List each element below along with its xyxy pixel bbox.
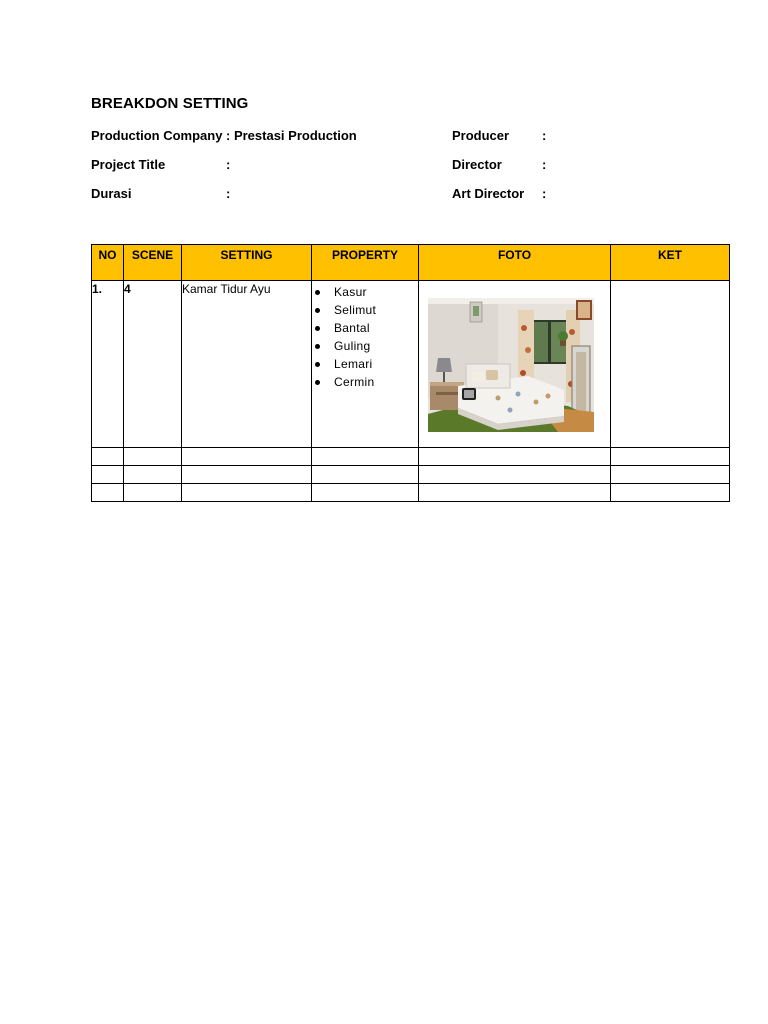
meta-value: : [542,128,547,143]
empty-cell [611,448,730,466]
meta-label: Durasi [91,186,132,201]
property-item: Kasur [334,283,418,301]
meta-durasi [91,186,431,206]
property-item: Lemari [334,355,418,373]
empty-cell [182,466,312,484]
meta-label: Production Company [91,128,223,143]
header-ket: KET [611,245,730,281]
empty-cell [124,466,182,484]
property-item: Cermin [334,373,418,391]
table-row [92,448,730,466]
property-item: Bantal [334,319,418,337]
breakdown-table [91,244,730,502]
header-setting: SETTING [182,245,312,281]
meta-label: Art Director [452,186,525,201]
property-item: Selimut [334,301,418,319]
empty-cell [92,448,124,466]
meta-label: Director [452,157,502,172]
header-property: PROPERTY [312,245,419,281]
empty-cell [611,466,730,484]
cell-setting: Kamar Tidur Ayu [182,281,312,448]
empty-cell [182,484,312,502]
table-row [92,466,730,484]
empty-cell [312,448,419,466]
header-scene: SCENE [124,245,182,281]
cell-ket [611,281,730,448]
empty-cell [182,448,312,466]
empty-cell [611,484,730,502]
header-no: NO [92,245,124,281]
header-foto: FOTO [419,245,611,281]
meta-value: : [226,186,231,201]
table-row [92,484,730,502]
cell-scene: 4 [124,281,182,448]
cell-property [312,281,419,448]
meta-director [452,157,652,177]
meta-production-company [91,128,431,148]
meta-art-director [452,186,652,206]
empty-cell [124,448,182,466]
table-header-row [92,245,730,281]
empty-cell [419,466,611,484]
cell-no: 1. [92,281,124,448]
meta-value: : [542,157,547,172]
empty-cell [92,466,124,484]
meta-value: : Prestasi Production [226,128,357,143]
meta-value: : [226,157,231,172]
empty-cell [419,484,611,502]
property-item: Guling [334,337,418,355]
bedroom-photo [428,298,594,432]
property-list [312,283,418,391]
table-row [92,281,730,448]
empty-cell [312,466,419,484]
cell-foto [419,281,611,448]
meta-producer [452,128,652,148]
meta-project-title [91,157,431,177]
meta-label: Producer [452,128,510,143]
empty-cell [92,484,124,502]
empty-cell [419,448,611,466]
empty-cell [312,484,419,502]
meta-label: Project Title [91,157,166,172]
document-title: BREAKDON SETTING [91,95,249,112]
meta-value: : [542,186,547,201]
empty-cell [124,484,182,502]
